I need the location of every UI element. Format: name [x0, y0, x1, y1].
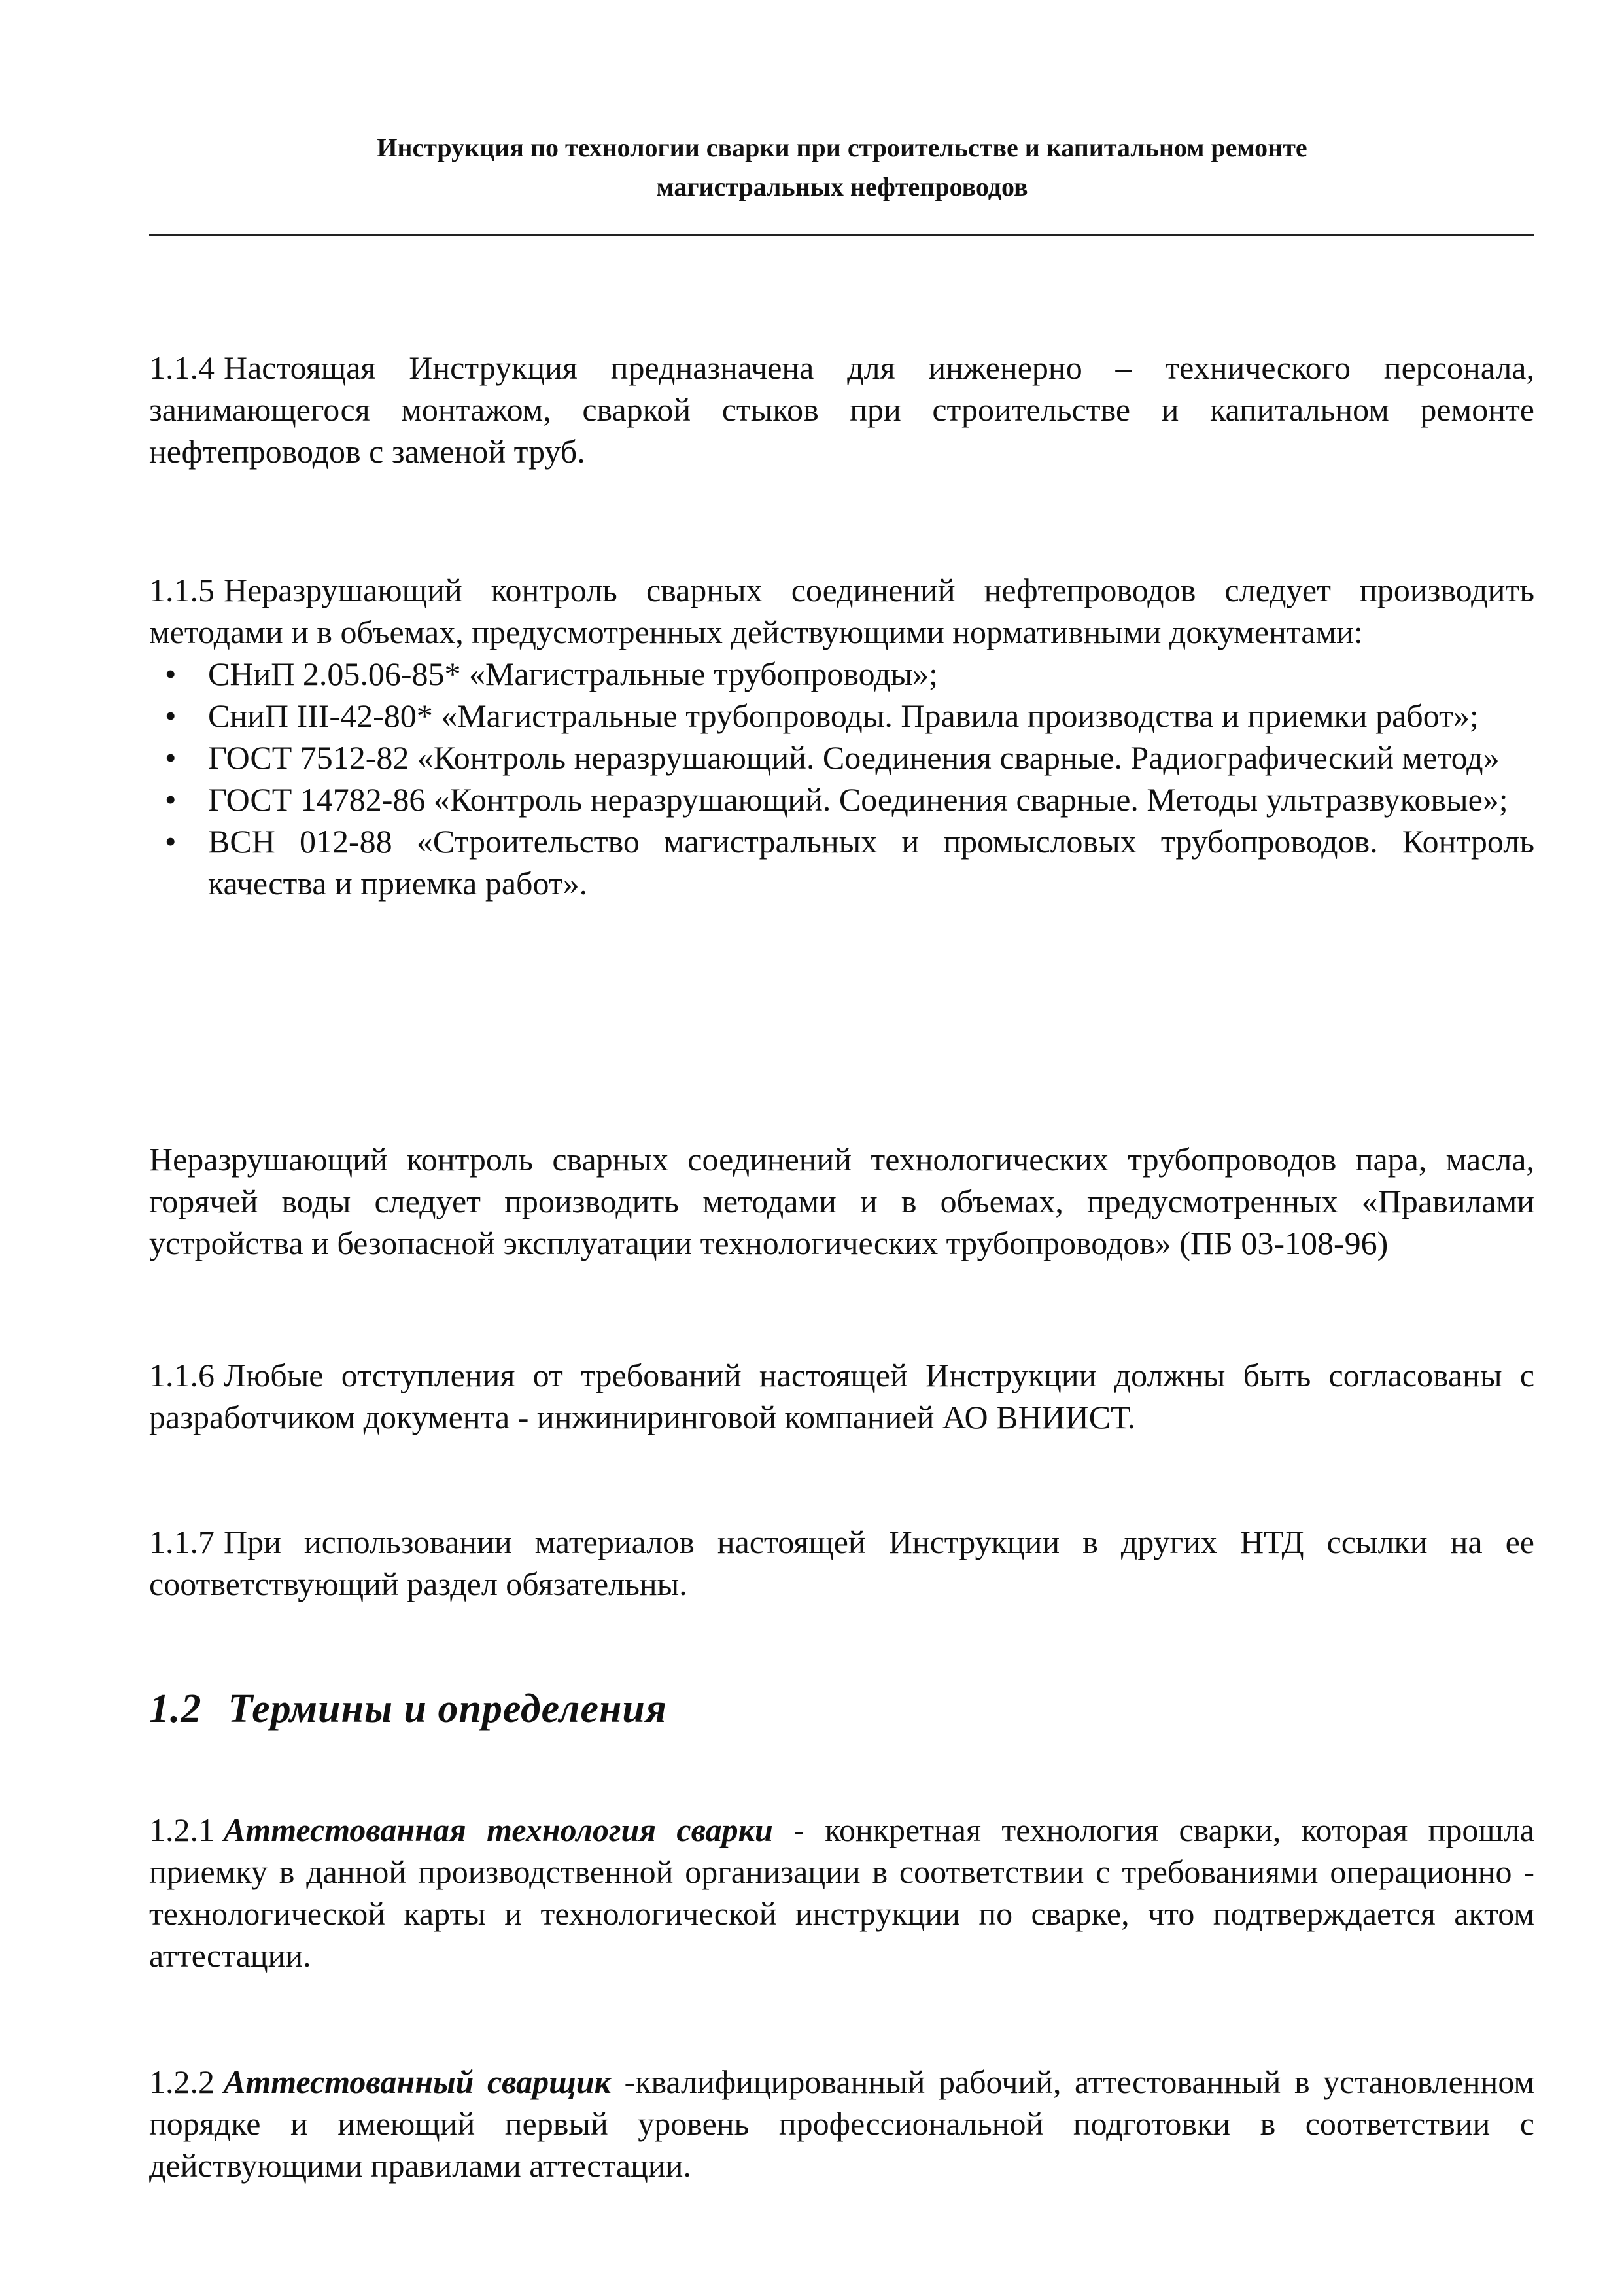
- clause-number: 1.1.6: [149, 1357, 215, 1393]
- bullet-icon: •: [165, 781, 177, 818]
- definition-text: - конкретная технология сварки, которая прошла приемку в данной производственной организации в соответствии с требованиями операционно - технологической карты и технологической инструкции по сварке, что подтверждается актом аттестации.: [149, 1812, 1534, 1974]
- list-item: • СНиП 2.05.06-85* «Магистральные трубопроводы»;: [149, 653, 1534, 695]
- bullet-icon: •: [165, 823, 177, 860]
- bullet-icon: •: [165, 656, 177, 692]
- paragraph-1-2-2: [149, 2061, 1534, 2186]
- header-title-line-2: магистральных нефтепроводов: [656, 172, 1028, 201]
- paragraph-1-1-7: [149, 1521, 1534, 1605]
- definition-text: -квалифицированный рабочий, аттестованный в установленном порядке и имеющий первый уровень профессиональной подготовки в соответствии с действующими правилами аттестации.: [149, 2063, 1535, 2184]
- normative-documents-list: [149, 653, 1534, 904]
- paragraph-text: Настоящая Инструкция предназначена для инженерно – технического персонала, занимающегося монтажом, сваркой стыков при строительстве и капитальном ремонте нефтепроводов с заменой труб.: [149, 349, 1534, 470]
- list-item: • ВСН 012-88 «Строительство магистральных и промысловых трубопроводов. Контроль качества и приемка работ».: [149, 820, 1534, 904]
- paragraph-1-2-1: [149, 1809, 1534, 1976]
- bullet-icon: •: [165, 739, 177, 776]
- paragraph-text: Неразрушающий контроль сварных соединений технологических трубопроводов пара, масла, горячей воды следует производить методами и в объемах, предусмотренных «Правилами устройства и безопасной эксплуатации технологических трубопроводов» (ПБ 03-108-96): [149, 1141, 1534, 1261]
- header-divider: [149, 234, 1534, 236]
- term-heading: Аттестованная технология сварки: [224, 1812, 773, 1848]
- clause-number: 1.1.5: [149, 572, 215, 608]
- paragraph-1-1-5: [149, 569, 1534, 904]
- section-heading: [149, 1683, 667, 1735]
- document-header: [150, 128, 1534, 207]
- header-title-line-1: Инструкция по технологии сварки при строительстве и капитальном ремонте: [377, 133, 1307, 162]
- paragraph-1-1-4: [149, 347, 1534, 472]
- clause-number: 1.2.1: [149, 1812, 215, 1848]
- clause-number: 1.2.2: [149, 2063, 215, 2100]
- bullet-icon: •: [165, 697, 177, 734]
- term-heading: Аттестованный сварщик: [224, 2063, 611, 2100]
- list-item: • СниП III-42-80* «Магистральные трубопроводы. Правила производства и приемки работ»;: [149, 695, 1534, 737]
- clause-number: 1.1.4: [149, 349, 215, 386]
- section-number: 1.2: [149, 1687, 202, 1731]
- paragraph-text: Неразрушающий контроль сварных соединений нефтепроводов следует производить методами и в объемах, предусмотренных действующими нормативными документами:: [149, 572, 1534, 650]
- paragraph-ndt-technological: [149, 1138, 1534, 1264]
- paragraph-text: При использовании материалов настоящей Инструкции в других НТД ссылки на ее соответствующий раздел обязательны.: [149, 1524, 1534, 1602]
- section-title: Термины и определения: [228, 1687, 667, 1731]
- paragraph-text: Любые отступления от требований настоящей Инструкции должны быть согласованы с разработчиком документа - инжиниринговой компанией АО ВНИИСТ.: [149, 1357, 1534, 1435]
- clause-number: 1.1.7: [149, 1524, 215, 1560]
- paragraph-1-1-6: [149, 1354, 1534, 1438]
- list-item: • ГОСТ 14782-86 «Контроль неразрушающий. Соединения сварные. Методы ультразвуковые»;: [149, 779, 1534, 820]
- list-item: • ГОСТ 7512-82 «Контроль неразрушающий. Соединения сварные. Радиографический метод»: [149, 737, 1534, 779]
